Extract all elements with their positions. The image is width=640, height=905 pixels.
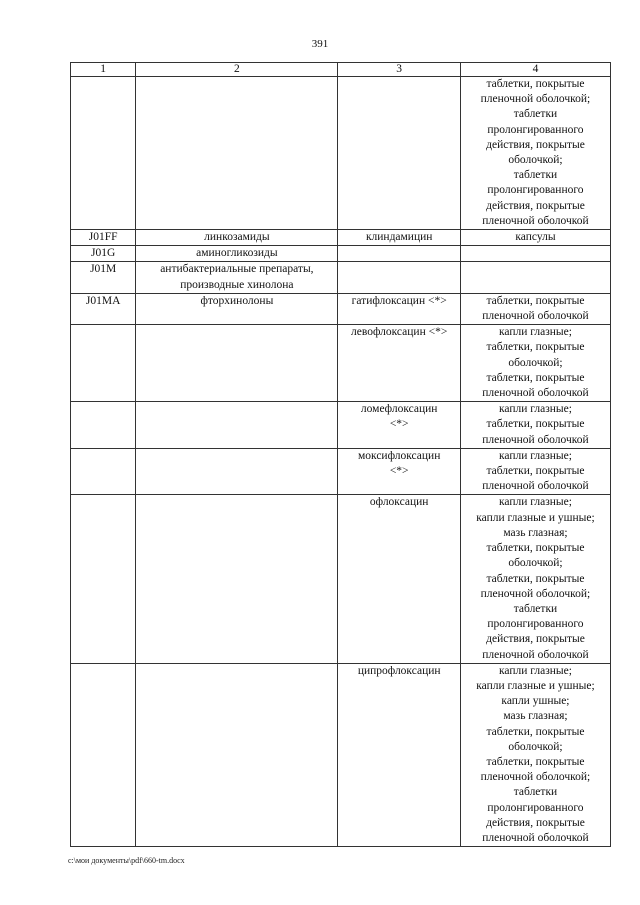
cell-dosage-form-line: таблетки (513, 169, 558, 182)
cell-dosage-form-line: пленочной оболочкой (482, 433, 589, 446)
cell-dosage-form-line: пленочной оболочкой (482, 831, 589, 844)
cell-drug-name (338, 246, 460, 262)
cell-dosage-form-line: таблетки, покрытые (486, 465, 585, 478)
cell-code (71, 402, 136, 449)
cell-code (71, 448, 136, 495)
cell-code: J01G (71, 246, 136, 262)
cell-dosage-form-line: таблетки, покрытые (486, 418, 585, 431)
cell-code: J01FF (71, 230, 136, 246)
cell-dosage-form (460, 495, 610, 663)
cell-code: J01M (71, 262, 136, 293)
cell-group (136, 448, 338, 495)
cell-dosage-form-line: таблетки (513, 602, 558, 615)
cell-drug-name (338, 293, 460, 324)
cell-dosage-form-line: капли глазные; (498, 326, 572, 339)
cell-dosage-form-line: пролонгированного (487, 618, 584, 631)
cell-code (71, 495, 136, 663)
cell-code (71, 77, 136, 230)
cell-dosage-form (460, 663, 610, 846)
cell-drug-name (338, 402, 460, 449)
cell-group-line: линкозамиды (204, 231, 270, 244)
cell-dosage-form-line: действия, покрытые (486, 633, 585, 646)
cell-dosage-form-line: капли глазные и ушные; (476, 511, 595, 524)
cell-dosage-form (460, 325, 610, 402)
table-row (71, 246, 611, 262)
cell-drug-name-line: гатифлоксацин <*> (351, 294, 447, 307)
cell-dosage-form-line: оболочкой; (508, 356, 563, 369)
cell-dosage-form-line: действия, покрытые (486, 816, 585, 829)
cell-drug-name (338, 325, 460, 402)
cell-code: J01MA (71, 293, 136, 324)
cell-dosage-form-line: пленочной оболочкой (482, 214, 589, 227)
cell-dosage-form-line: оболочкой; (508, 740, 563, 753)
table-row (71, 230, 611, 246)
cell-dosage-form-line: капли ушные; (501, 695, 570, 708)
header-row (71, 63, 611, 77)
cell-dosage-form-line: таблетки, покрытые (486, 371, 585, 384)
cell-code (71, 325, 136, 402)
header-cell-3: 3 (338, 63, 460, 77)
cell-dosage-form-line: таблетки, покрытые (486, 725, 585, 738)
cell-dosage-form-line: пленочной оболочкой (482, 387, 589, 400)
cell-drug-name (338, 77, 460, 230)
cell-dosage-form-line: пленочной оболочкой (482, 310, 589, 323)
page-number: 391 (311, 38, 329, 50)
cell-dosage-form-line: таблетки, покрытые (486, 542, 585, 555)
cell-group-line: аминогликозиды (196, 247, 278, 260)
cell-group-line: производные хинолона (180, 278, 294, 291)
cell-dosage-form-line: пленочной оболочкой (482, 480, 589, 493)
table-row (71, 77, 611, 230)
cell-group (136, 495, 338, 663)
cell-dosage-form-line: действия, покрытые (486, 138, 585, 151)
cell-group (136, 663, 338, 846)
cell-drug-name-line: <*> (389, 465, 409, 478)
cell-dosage-form-line: пленочной оболочкой (482, 648, 589, 661)
cell-dosage-form-line: капли глазные; (498, 403, 572, 416)
cell-dosage-form-line: пролонгированного (487, 184, 584, 197)
cell-group (136, 325, 338, 402)
cell-drug-name-line: <*> (389, 418, 409, 431)
cell-dosage-form (460, 230, 610, 246)
cell-drug-name (338, 448, 460, 495)
cell-group-line: фторхинолоны (200, 294, 274, 307)
header-cell-2: 2 (136, 63, 338, 77)
cell-drug-name (338, 495, 460, 663)
cell-drug-name (338, 230, 460, 246)
cell-dosage-form-line: пленочной оболочкой; (480, 587, 591, 600)
cell-dosage-form-line: пленочной оболочкой; (480, 771, 591, 784)
cell-drug-name-line: левофлоксацин <*> (351, 326, 448, 339)
cell-drug-name-line: офлоксацин (369, 496, 429, 509)
footer-file-path: c:\мои документы\pdf\660-tm.docx (68, 856, 185, 865)
cell-dosage-form-line: оболочкой; (508, 557, 563, 570)
cell-dosage-form-line: капли глазные; (498, 449, 572, 462)
cell-drug-name-line: клиндамицин (365, 231, 433, 244)
cell-dosage-form-line: оболочкой; (508, 154, 563, 167)
table-row (71, 325, 611, 402)
table-row (71, 262, 611, 293)
cell-dosage-form (460, 77, 610, 230)
cell-dosage-form-line: действия, покрытые (486, 199, 585, 212)
cell-dosage-form-line: мазь глазная; (503, 710, 568, 723)
cell-dosage-form-line: таблетки, покрытые (486, 294, 585, 307)
header-cell-1: 1 (71, 63, 136, 77)
cell-dosage-form (460, 402, 610, 449)
cell-group (136, 293, 338, 324)
cell-dosage-form-line: таблетки (513, 786, 558, 799)
cell-dosage-form (460, 246, 610, 262)
cell-dosage-form-line: капли глазные; (498, 664, 572, 677)
cell-dosage-form (460, 448, 610, 495)
cell-dosage-form-line: таблетки, покрытые (486, 572, 585, 585)
cell-drug-name-line: моксифлоксацин (358, 449, 441, 462)
table-row (71, 495, 611, 663)
cell-dosage-form-line: пролонгированного (487, 123, 584, 136)
cell-group (136, 246, 338, 262)
table-row (71, 402, 611, 449)
cell-dosage-form-line: капсулы (515, 231, 556, 244)
cell-dosage-form-line: пленочной оболочкой; (480, 93, 591, 106)
cell-group (136, 230, 338, 246)
drug-table (70, 62, 611, 847)
cell-dosage-form-line: таблетки, покрытые (486, 341, 585, 354)
cell-code (71, 663, 136, 846)
cell-group (136, 402, 338, 449)
cell-drug-name-line: ципрофлоксацин (357, 664, 441, 677)
cell-drug-name (338, 663, 460, 846)
header-cell-4: 4 (460, 63, 610, 77)
cell-dosage-form (460, 262, 610, 293)
drug-table-body (71, 63, 611, 847)
cell-group (136, 262, 338, 293)
table-row (71, 448, 611, 495)
cell-dosage-form-line: пролонгированного (487, 801, 584, 814)
cell-dosage-form-line: капли глазные и ушные; (476, 679, 595, 692)
cell-group-line: антибактериальные препараты, (160, 263, 314, 276)
table-row (71, 663, 611, 846)
cell-drug-name (338, 262, 460, 293)
table-row (71, 293, 611, 324)
cell-drug-name-line: ломефлоксацин (360, 403, 438, 416)
cell-dosage-form (460, 293, 610, 324)
cell-dosage-form-line: таблетки, покрытые (486, 755, 585, 768)
cell-dosage-form-line: капли глазные; (498, 496, 572, 509)
cell-dosage-form-line: таблетки (513, 108, 558, 121)
cell-dosage-form-line: таблетки, покрытые (486, 78, 585, 90)
cell-dosage-form-line: мазь глазная; (503, 526, 568, 539)
cell-group (136, 77, 338, 230)
